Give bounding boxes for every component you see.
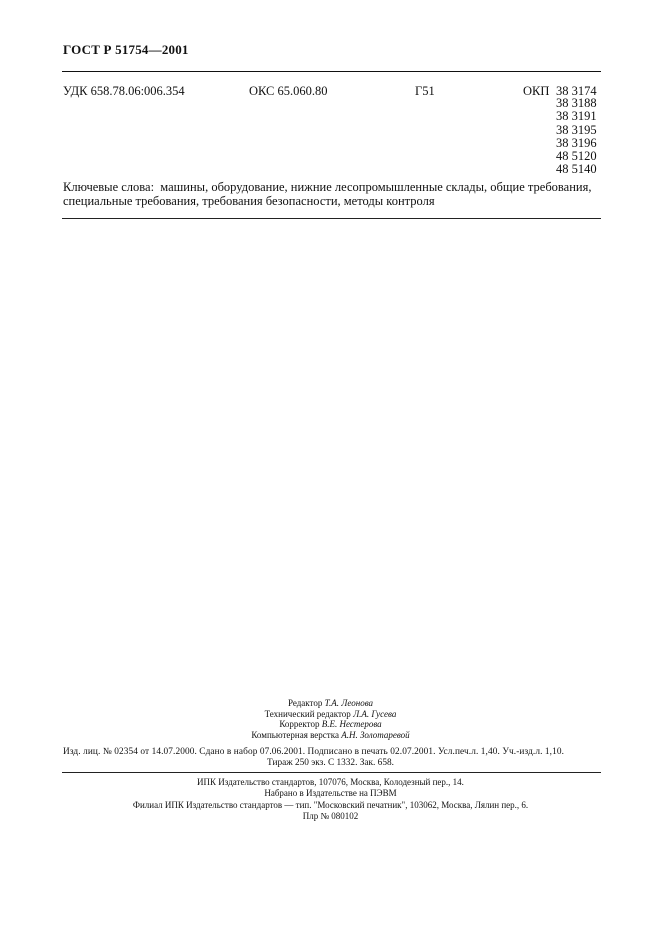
keywords-rule	[62, 218, 601, 219]
okp-code-list	[556, 97, 597, 177]
keywords-text: машины, оборудование, нижние лесопромышленные склады, общие требования, специальные требования, требования безопасности, методы контроля	[63, 180, 592, 208]
credit-editor: Редактор Т.А. Леонова	[287, 698, 374, 708]
publishing-info-line2: Тираж 250 экз. С 1332. Зак. 658.	[267, 758, 394, 768]
oks-code: ОКС 65.060.80	[249, 84, 328, 98]
credit-proofreader: Корректор В.Е. Нестерова	[279, 719, 382, 730]
okp-code: 38 3174	[556, 84, 597, 98]
credits-block	[0, 698, 661, 741]
okp-code: 38 3191	[556, 109, 597, 124]
udk-code: УДК 658.78.06:006.354	[63, 84, 185, 98]
okp-code: 38 3196	[556, 135, 597, 150]
credit-layout: Компьютерная верстка А.Н. Золотаревой	[251, 730, 410, 741]
keywords-label: Ключевые слова:	[63, 180, 155, 194]
okp-label: ОКП	[523, 84, 550, 98]
okp-code: 48 5140	[556, 162, 597, 177]
document-header: ГОСТ Р 51754—2001	[63, 42, 189, 57]
footer-line: Плр № 080102	[302, 811, 359, 822]
okp-code: 48 5120	[556, 149, 597, 164]
okp-code: 38 3195	[556, 122, 597, 137]
footer-line: Набрано в Издательстве на ПЭВМ	[264, 788, 397, 799]
header-rule	[62, 71, 601, 72]
okp-code: 38 3188	[556, 96, 597, 110]
publisher-footer	[0, 777, 661, 823]
publishing-info-line1: Изд. лиц. № 02354 от 14.07.2000. Сдано в набор 07.06.2001. Подписано в печать 02.07.2001. Усл.печ.л. 1,40. Уч.-изд.л. 1,10.	[63, 747, 565, 757]
footer-line: ИПК Издательство стандартов, 107076, Москва, Колодезный пер., 14.	[197, 777, 464, 787]
group-code: Г51	[415, 84, 435, 98]
keywords-paragraph	[63, 181, 603, 208]
footer-rule	[62, 772, 601, 773]
footer-line: Филиал ИПК Издательство стандартов — тип. "Московский печатник", 103062, Москва, Лялин пер., 6.	[132, 799, 529, 810]
credit-tech-editor: Технический редактор Л.А. Гусева	[264, 708, 397, 719]
